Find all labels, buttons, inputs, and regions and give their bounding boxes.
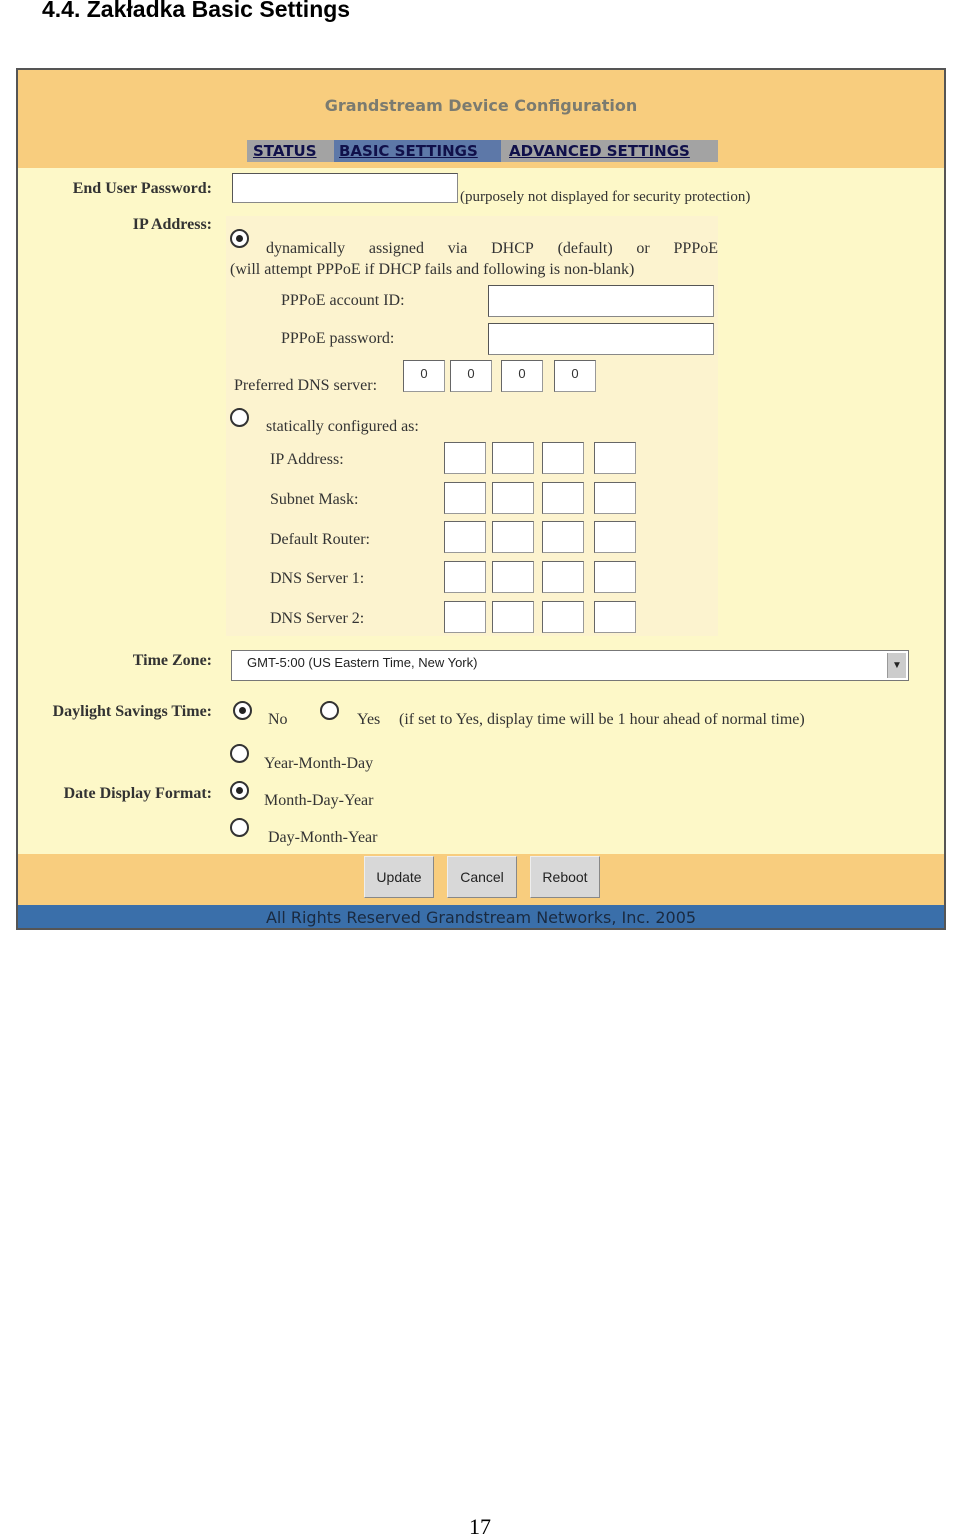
password-security-note: (purposely not displayed for security protection): [460, 189, 751, 205]
static-ip-octet-2[interactable]: [492, 442, 534, 474]
default-router-octet-4[interactable]: [594, 521, 636, 553]
dst-no-radio[interactable]: [233, 701, 252, 720]
preferred-dns-octet-3[interactable]: 0: [501, 360, 543, 392]
dns-server-1-octet-2[interactable]: [492, 561, 534, 593]
default-router-octet-2[interactable]: [492, 521, 534, 553]
cancel-button[interactable]: Cancel: [447, 856, 517, 898]
preferred-dns-octet-4[interactable]: 0: [554, 360, 596, 392]
time-zone-select[interactable]: [231, 650, 909, 681]
app-title: Grandstream Device Configuration: [324, 96, 638, 115]
dhcp-word: PPPoE: [673, 240, 718, 257]
dst-no-label: No: [268, 711, 288, 728]
reboot-button[interactable]: Reboot: [530, 856, 600, 898]
dhcp-word: dynamically: [266, 240, 346, 257]
subnet-mask-label: Subnet Mask:: [270, 491, 359, 508]
tab-advanced-settings[interactable]: ADVANCED SETTINGS: [509, 142, 690, 160]
subnet-mask-octet-2[interactable]: [492, 482, 534, 514]
static-ip-octet-4[interactable]: [594, 442, 636, 474]
dst-yes-radio[interactable]: [320, 701, 339, 720]
chevron-down-icon[interactable]: ▼: [887, 653, 906, 678]
dhcp-description-line2: (will attempt PPPoE if DHCP fails and following is non-blank): [230, 261, 635, 278]
copyright-footer: All Rights Reserved Grandstream Networks, Inc. 2005: [18, 905, 944, 930]
daylight-savings-label: Daylight Savings Time:: [52, 703, 212, 720]
static-ip-octet-1[interactable]: [444, 442, 486, 474]
page-number: 17: [469, 1514, 491, 1539]
tab-status[interactable]: STATUS: [253, 142, 317, 160]
pppoe-account-input[interactable]: [488, 285, 714, 317]
end-user-password-input[interactable]: [232, 173, 458, 203]
update-button[interactable]: Update: [364, 856, 434, 898]
preferred-dns-label: Preferred DNS server:: [234, 377, 378, 394]
date-format-mdy-radio[interactable]: [230, 781, 249, 800]
date-format-ymd-label: Year-Month-Day: [264, 755, 374, 772]
preferred-dns-octet-1[interactable]: 0: [403, 360, 445, 392]
default-router-label: Default Router:: [270, 531, 370, 548]
static-ip-radio[interactable]: [230, 408, 249, 427]
dns-server-2-octet-1[interactable]: [444, 601, 486, 633]
ip-address-label: IP Address:: [132, 216, 212, 233]
dns-server-2-octet-4[interactable]: [594, 601, 636, 633]
default-router-octet-1[interactable]: [444, 521, 486, 553]
end-user-password-label: End User Password:: [72, 180, 212, 197]
dst-yes-label: Yes: [357, 711, 381, 728]
date-format-ymd-radio[interactable]: [230, 744, 249, 763]
header-bar: [18, 70, 944, 168]
dhcp-word: or: [636, 240, 650, 257]
dns-server-2-label: DNS Server 2:: [270, 610, 365, 627]
time-zone-label: Time Zone:: [132, 652, 212, 669]
device-config-window: [16, 68, 946, 930]
dhcp-description-line1: [266, 240, 718, 258]
date-format-label: Date Display Format:: [63, 785, 212, 802]
static-ip-label: statically configured as:: [266, 418, 419, 435]
dns-server-1-octet-4[interactable]: [594, 561, 636, 593]
date-format-dmy-radio[interactable]: [230, 818, 249, 837]
static-ip-octet-3[interactable]: [542, 442, 584, 474]
dns-server-2-octet-2[interactable]: [492, 601, 534, 633]
default-router-octet-3[interactable]: [542, 521, 584, 553]
time-zone-value: GMT-5:00 (US Eastern Time, New York): [247, 655, 478, 670]
tab-bar: [247, 140, 718, 162]
pppoe-password-label: PPPoE password:: [281, 330, 395, 347]
tab-basic-settings[interactable]: BASIC SETTINGS: [334, 140, 501, 162]
dns-server-1-octet-3[interactable]: [542, 561, 584, 593]
subnet-mask-octet-4[interactable]: [594, 482, 636, 514]
dns-server-1-octet-1[interactable]: [444, 561, 486, 593]
dhcp-radio[interactable]: [230, 229, 249, 248]
dhcp-word: assigned: [368, 240, 424, 257]
subnet-mask-octet-1[interactable]: [444, 482, 486, 514]
dns-server-1-label: DNS Server 1:: [270, 570, 365, 587]
dst-note: (if set to Yes, display time will be 1 hour ahead of normal time): [399, 711, 805, 728]
dns-server-2-octet-3[interactable]: [542, 601, 584, 633]
subnet-mask-octet-3[interactable]: [542, 482, 584, 514]
dhcp-word: via: [447, 240, 468, 257]
static-ip-address-label: IP Address:: [270, 451, 344, 468]
pppoe-password-input[interactable]: [488, 323, 714, 355]
date-format-dmy-label: Day-Month-Year: [268, 829, 378, 846]
date-format-mdy-label: Month-Day-Year: [264, 792, 374, 809]
dhcp-word: DHCP: [491, 240, 534, 257]
document-heading: 4.4. Zakładka Basic Settings: [42, 0, 351, 22]
dhcp-word: (default): [557, 240, 613, 257]
pppoe-account-label: PPPoE account ID:: [281, 292, 405, 309]
preferred-dns-octet-2[interactable]: 0: [450, 360, 492, 392]
